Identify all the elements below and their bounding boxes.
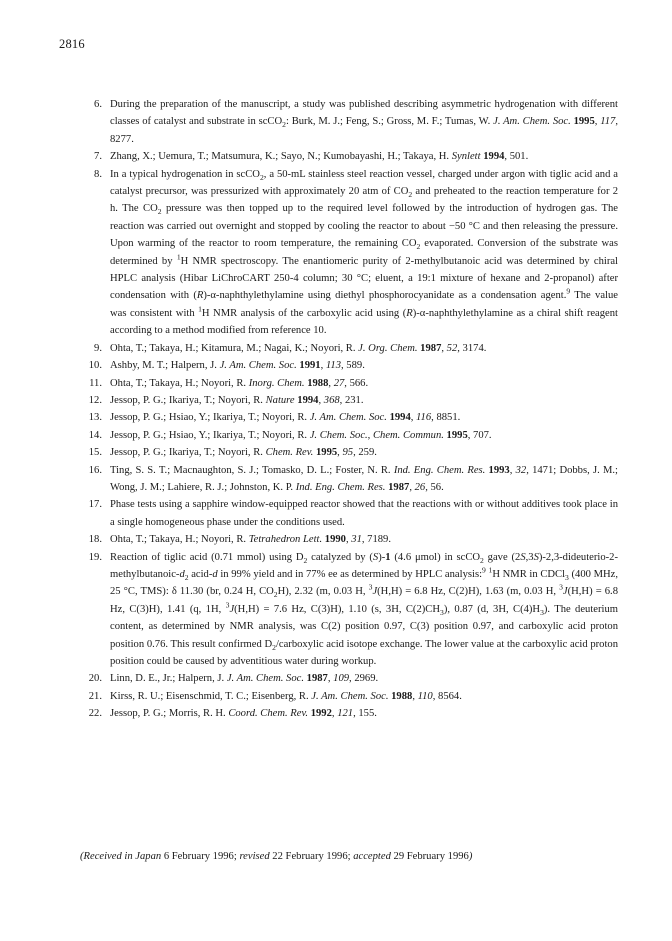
reference-text-segment: Ohta, T.; Takaya, H.; Noyori, R. (110, 534, 249, 546)
reference-text-segment: 1987 (306, 673, 328, 685)
reference-number: 21. (88, 690, 102, 702)
reference-text-segment: Linn, D. E., Jr.; Halpern, J. (110, 673, 227, 685)
reference-text-segment: ). The deuterium content, as determined by NMR analysis, was C(2) position 0.97, C(3) position 0.97, and carboxylic acid proton position 0.76. This result confirmed D (110, 603, 618, 650)
reference-text-segment: 1 (385, 551, 391, 563)
reference-text-segment: 3 (225, 600, 230, 610)
reference-text-segment: J. Am. Chem. Soc. (493, 116, 571, 128)
reference-item (80, 462, 618, 497)
reference-text-segment: ), 0.87 (d, 3H, C(4)H (443, 603, 541, 615)
reference-text (110, 708, 377, 719)
reference-text-segment: , 566. (344, 377, 369, 389)
reference-item (80, 705, 618, 722)
reference-text-segment: R (406, 307, 413, 319)
reference-text (110, 343, 486, 354)
reference-text-segment: , (337, 447, 343, 459)
reference-text-segment: 1988 (307, 377, 329, 389)
reference-text-segment: H NMR analysis of the carboxylic acid using ( (201, 307, 407, 319)
reference-text-segment: Coord. Chem. Rev. (228, 708, 309, 720)
reference-text-segment: , 3174. (457, 342, 487, 354)
reference-text-segment: During the preparation of the manuscript, a study was published describing asymmetric hydrogenation with different classes of catalyst and substrate in scCO (110, 99, 618, 128)
reference-text-segment: Jessop, P. G.; Ikariya, T.; Noyori, R. (110, 447, 266, 459)
reference-text-segment: Ind. Eng. Chem. Res. (295, 481, 386, 493)
reference-text-segment: 1995 (315, 447, 338, 459)
reference-text-segment: , 8277. (110, 116, 618, 145)
separator: ; (233, 851, 240, 862)
received-dates-note (80, 851, 618, 862)
reference-text-segment: 1 (198, 304, 202, 314)
reference-text-segment: Jessop, P. G.; Hsiao, Y.; Ikariya, T.; Noyori, R. (110, 412, 310, 424)
reference-text-segment: , 155. (353, 708, 377, 720)
reference-number: 11. (89, 377, 102, 389)
reference-text-segment: d (212, 568, 218, 580)
reference-text-segment: 26 (414, 481, 426, 493)
reference-number: 19. (88, 551, 102, 563)
reference-number: 9. (94, 342, 102, 354)
received-date: 6 February 1996 (161, 851, 234, 862)
reference-text-segment: 95 (342, 447, 354, 459)
reference-text-segment: 113 (325, 360, 341, 372)
reference-text-segment: , (410, 412, 417, 424)
reference-text-segment: J. Am. Chem. Soc. (309, 412, 387, 424)
reference-item (80, 688, 618, 705)
reference-text-segment: 2 (259, 172, 264, 182)
reference-number: 17. (88, 499, 102, 511)
reference-text-segment: , 589. (341, 360, 365, 372)
reference-text-segment: 2 (480, 555, 484, 565)
reference-text-segment: 1 (488, 565, 493, 575)
reference-text-segment: 1995 (446, 429, 468, 441)
reference-number: 15. (88, 447, 102, 459)
reference-text-segment: pressure was then topped up to the required level followed by the introduction of hydrogen gas. The reaction was carried out overnight and stopped by cooling the reactor to about −50 °C and then releasing the pressure. Upon warming of the reactor to room temperature, the remaining CO (110, 203, 618, 250)
reference-text-segment: , 56. (425, 481, 444, 493)
reference-text-segment: : Burk, M. J.; Feng, S.; Gross, M. F.; Tumas, W. (285, 116, 494, 128)
reference-text (110, 395, 364, 406)
reference-text (110, 99, 618, 145)
reference-text-segment: Zhang, X.; Uemura, T.; Matsumura, K.; Sayo, N.; Kumobayashi, H.; Takaya, H. (110, 151, 452, 163)
reference-text-segment: , 8851. (431, 412, 461, 424)
reference-text-segment: evaporated. Conversion of the substrate was determined by (110, 238, 618, 267)
reference-text-segment: 1994 (297, 394, 319, 406)
reference-text-segment: 32 (515, 464, 527, 476)
reference-text (110, 447, 377, 458)
reference-text-segment: Ohta, T.; Takaya, H.; Noyori, R. (110, 377, 249, 389)
reference-text-segment: )- (378, 551, 386, 563)
reference-text-segment: 27 (333, 377, 345, 389)
reference-text-segment: (4.6 μmol) in scCO (390, 551, 481, 563)
reference-text-segment: , (409, 481, 415, 493)
reference-text-segment: catalyzed by ( (307, 551, 373, 563)
reference-text-segment: 2 (282, 120, 286, 130)
reference-text-segment: 1991 (299, 360, 321, 372)
reference-text-segment: 1995 (573, 116, 595, 128)
reference-text-segment: J (562, 586, 568, 598)
reference-text-segment: Ohta, T.; Takaya, H.; Kitamura, M.; Nagai, K.; Noyori, R. (110, 342, 359, 354)
reference-text-segment: 2 (272, 642, 276, 652)
reference-item (80, 166, 618, 340)
reference-text-segment: In a typical hydrogenation in scCO (110, 168, 260, 180)
reference-text-segment: Nature (265, 394, 295, 406)
reference-text-segment: 1987 (420, 342, 442, 354)
reference-text-segment: 1993 (488, 464, 510, 476)
reference-text-segment: 2 (273, 590, 278, 600)
reference-text-segment: 2 (416, 242, 421, 252)
reference-text (110, 430, 492, 441)
revised-date: 22 February 1996 (269, 851, 348, 862)
reference-text-segment: (H,H) = 6.8 Hz, C(3)H), 1.41 (q, 1H, (110, 586, 618, 615)
reference-text (110, 412, 460, 423)
reference-text-segment: , 1471; Dobbs, J. M.; Wong, J. M.; Lahiere, R. J.; Johnston, K. P. (110, 464, 618, 493)
reference-text-segment: , 231. (339, 394, 364, 406)
reference-number: 20. (88, 673, 102, 685)
reference-text-segment: , (594, 116, 601, 128)
reference-text-segment: J. Am. Chem. Soc. (311, 690, 389, 702)
reference-text-segment: (400 MHz, 25 °C, TMS): δ 11.30 (br, 0.24 H, CO (110, 568, 619, 598)
reference-text-segment: Inorg. Chem. (248, 377, 305, 389)
reference-text-segment: Synlett (451, 151, 481, 163)
paren-close: ) (468, 851, 473, 862)
reference-text (110, 151, 528, 162)
reference-text-segment: H NMR spectroscopy. The enantiomeric purity of 2-methylbutanoic acid was determined by chiral HPLC analysis (Hibar LiChroCART 250-4 column; 30 °C; eluent, a 19:1 mixture of hexane and 2-propanol) after condensation with ( (110, 255, 618, 302)
accepted-label: accepted (353, 851, 391, 862)
reference-text-segment: 117 (600, 116, 616, 128)
reference-text-segment: 1992 (310, 708, 332, 720)
reference-text-segment: Chem. Rev. (265, 447, 314, 459)
reference-item (80, 357, 618, 374)
reference-text-segment: )-α-naphthylethylamine using diethyl phosphorocyanidate as a condensation agent. (203, 290, 567, 302)
reference-text-segment: ,3 (525, 551, 534, 563)
reference-text (110, 552, 618, 667)
reference-text-segment: )-2,3-dideuterio-2-methylbutanoic- (110, 551, 618, 580)
reference-number: 12. (88, 394, 102, 406)
reference-text-segment: J. Am. Chem. Soc. (226, 673, 304, 685)
reference-text (110, 691, 462, 702)
reference-text-segment: , 8564. (432, 690, 462, 702)
reference-text-segment: 3 (565, 573, 569, 583)
reference-text-segment: acid- (188, 568, 213, 580)
reference-text-segment: 1994 (389, 412, 411, 424)
reference-number: 22. (88, 708, 102, 720)
reference-number: 10. (88, 360, 102, 372)
reference-text-segment: Jessop, P. G.; Ikariya, T.; Noyori, R. (110, 394, 266, 406)
reference-text-segment: Jessop, P. G.; Hsiao, Y.; Ikariya, T.; Noyori, R. (110, 429, 310, 441)
page-number: 2816 (59, 37, 85, 51)
reference-text-segment: 2 (184, 573, 189, 583)
reference-text-segment: J (229, 603, 235, 615)
reference-text-segment: and preheated to the reaction temperature for 2 h. The CO (110, 186, 618, 215)
reference-item (80, 496, 618, 531)
reference-item (80, 392, 618, 409)
reference-item (80, 148, 618, 165)
reference-text (110, 378, 368, 389)
paren-open: ( (80, 851, 84, 862)
reference-text-segment: 31 (351, 534, 362, 546)
reference-text-segment: , (318, 394, 324, 406)
reference-text-segment: H NMR in CDCl (492, 568, 566, 580)
reference-text (110, 465, 618, 493)
reference-text-segment: 1990 (324, 534, 346, 546)
reference-text-segment: 2 (303, 555, 308, 565)
reference-text-segment: , (509, 464, 516, 476)
reference-text-segment: 116 (416, 412, 432, 424)
reference-text-segment: , 501. (504, 151, 529, 163)
reference-text (110, 534, 391, 545)
reference-text-segment: , (327, 673, 334, 685)
reference-text-segment: R (196, 290, 204, 302)
reference-text (110, 360, 365, 371)
reference-text-segment: Ashby, M. T.; Halpern, J. (110, 360, 220, 372)
reference-number: 14. (88, 429, 102, 441)
reference-text-segment: 1994 (483, 151, 505, 163)
reference-text-segment: 110 (417, 690, 433, 702)
reference-text-segment: J. Am. Chem. Soc. (219, 360, 297, 372)
reference-text-segment: S (520, 551, 526, 563)
reference-number: 16. (88, 464, 102, 476)
reference-text-segment: Phase tests using a sapphire window-equipped reactor showed that the reactions with or without additives took place in a single homogeneous phase under the conditions used. (110, 499, 618, 528)
reference-text-segment: 2 (408, 190, 413, 200)
reference-text-segment: 368 (323, 394, 340, 406)
reference-text (110, 499, 618, 527)
reference-number: 18. (88, 534, 102, 546)
reference-text-segment: , 259. (353, 447, 377, 459)
reference-text-segment: 121 (337, 708, 354, 720)
reference-text-segment: , (331, 708, 338, 720)
reference-text-segment: /carboxylic acid isotope exchange. The lower value at the carboxylic acid proton position could be caused by adventitious water during workup. (110, 638, 618, 667)
reference-text-segment: 1987 (388, 481, 410, 493)
reference-item (80, 409, 618, 426)
reference-list (80, 96, 618, 723)
accepted-date: 29 February 1996 (390, 851, 469, 862)
reference-text-segment: )-α-naphthylethylamine as a chiral shift reagent according to a method modified from reference 10. (110, 307, 619, 337)
reference-text-segment: 3 (440, 607, 444, 617)
reference-text-segment: The value was consistent with (110, 290, 618, 319)
reference-text-segment: in 99% yield and in 77% ee as determined by HPLC analysis: (217, 568, 483, 580)
reference-text-segment: , (441, 342, 447, 354)
reference-text-segment: 3 (559, 582, 563, 592)
reference-text-segment: , (328, 377, 334, 389)
reference-item (80, 375, 618, 392)
reference-text-segment: J (372, 586, 378, 598)
reference-text-segment: gave (2 (483, 551, 521, 563)
reference-item (80, 670, 618, 687)
reference-text-segment: , a 50-mL stainless steel reaction vessel, charged under argon with tiglic acid and a catalyst precursor, was pressurized with approximately 20 atm of CO (110, 168, 619, 198)
reference-text-segment: Ind. Eng. Chem. Res. (393, 464, 486, 476)
reference-item (80, 96, 618, 148)
reference-text-segment: 3 (540, 607, 544, 617)
reference-number: 13. (88, 412, 102, 424)
reference-item (80, 531, 618, 548)
reference-text-segment: S (372, 551, 379, 563)
reference-number: 7. (94, 151, 102, 163)
reference-text-segment: J. Chem. Soc., Chem. Commun. (309, 429, 444, 441)
reference-text-segment: d (179, 568, 185, 580)
reference-text-segment: Kirss, R. U.; Eisenschmid, T. C.; Eisenberg, R. (110, 690, 312, 702)
reference-text-segment: H), 2.32 (m, 0.03 H, (277, 586, 369, 598)
reference-text-segment: S (533, 551, 539, 563)
separator: ; (347, 851, 354, 862)
reference-text-segment: (H,H) = 7.6 Hz, C(3)H), 1.10 (s, 3H, C(2)CH (234, 603, 440, 615)
reference-number: 6. (94, 99, 102, 110)
reference-text-segment: J. Org. Chem. (358, 342, 418, 354)
reference-item (80, 427, 618, 444)
reference-text-segment: 109 (333, 673, 350, 685)
reference-text-segment: , 707. (467, 429, 492, 441)
reference-text-segment: , (320, 360, 326, 372)
reference-item (80, 340, 618, 357)
reference-item (80, 549, 618, 671)
reference-text (110, 673, 378, 684)
reference-text-segment: , (412, 690, 418, 702)
reference-text-segment: Tetrahedron Lett. (248, 534, 323, 546)
reference-text-segment: 1 (176, 252, 181, 262)
reference-text-segment: , 2969. (349, 673, 379, 685)
reference-text-segment: Reaction of tiglic acid (0.71 mmol) using D (110, 551, 304, 563)
revised-label: revised (239, 851, 270, 862)
reference-number: 8. (94, 168, 102, 180)
reference-text-segment: 3 (368, 582, 373, 592)
reference-text-segment: 52 (446, 342, 458, 354)
reference-text-segment: , 7189. (361, 534, 391, 546)
reference-text-segment: Jessop, P. G.; Morris, R. H. (110, 708, 229, 720)
reference-text-segment: (H,H) = 6.8 Hz, C(2)H), 1.63 (m, 0.03 H, (377, 586, 560, 598)
reference-text-segment: 2 (157, 207, 162, 217)
reference-text (110, 169, 618, 337)
reference-text-segment: Ting, S. S. T.; Macnaughton, S. J.; Tomasko, D. L.; Foster, N. R. (110, 464, 394, 476)
reference-text-segment: 9 (482, 565, 486, 575)
reference-text-segment: 1988 (391, 690, 413, 702)
reference-text-segment: 9 (566, 286, 571, 296)
received-label: Received in Japan (83, 851, 162, 862)
reference-text-segment: , (345, 534, 352, 546)
reference-item (80, 444, 618, 461)
